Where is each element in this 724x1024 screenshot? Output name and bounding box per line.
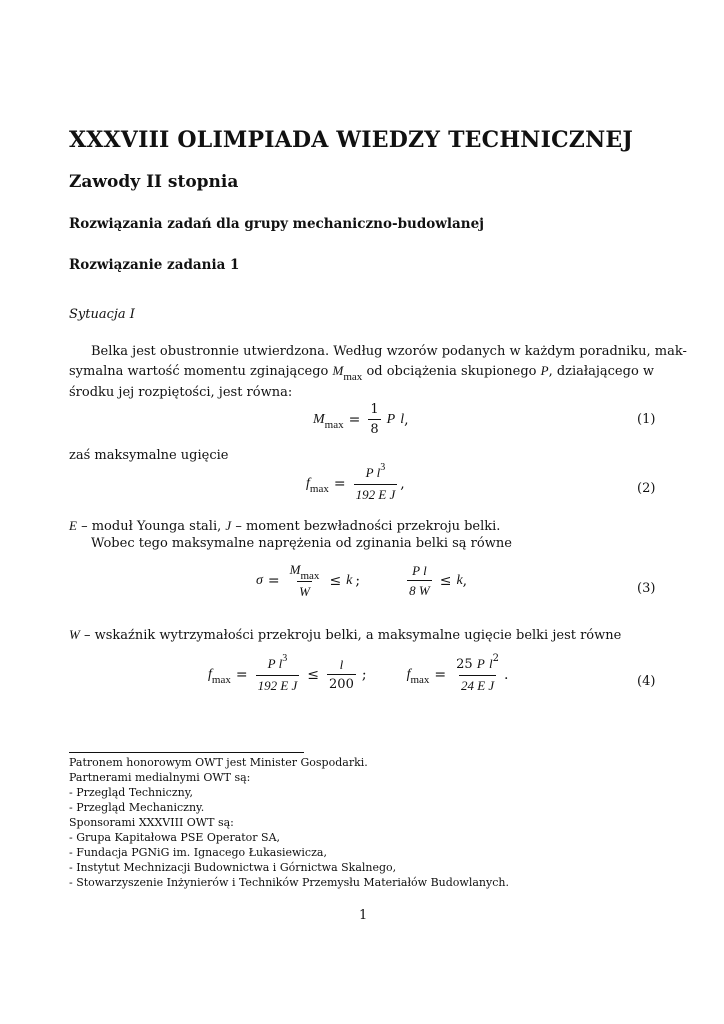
footnote-line: Patronem honorowym OWT jest Minister Gospodarki. xyxy=(69,756,368,769)
fraction: $\frac{\text{P l}}{8 W}$ xyxy=(409,563,430,598)
fraction: $\frac{P l^3}{\text{192 E J}}$ xyxy=(257,653,298,693)
equation-number-2: (2) xyxy=(637,481,656,496)
paragraph-5: W – wskaźnik wytrzymałości przekroju belki, a maksymalne ugięcie belki jest równe xyxy=(69,627,622,643)
equation-number-4: (4) xyxy=(637,674,656,689)
paragraph-3: E – moduł Younga stali, J – moment bezwładności przekroju belki. xyxy=(69,518,501,534)
paragraph-1-line-2: symalna wartość momentu zginającego $M_{max}$ od obciążenia skupionego P, działającego w xyxy=(69,363,655,383)
footnote-line: - Stowarzyszenie Inżynierów i Techników Przemysłu Materiałów Budowlanych. xyxy=(69,876,509,889)
footnote-line: - Fundacja PGNiG im. Ignacego Łukasiewicza, xyxy=(69,846,327,859)
equation-number-1: (1) xyxy=(637,412,656,427)
fraction: $\frac{25 P l^2}{\text{24 E J}}$ xyxy=(456,653,499,693)
equation-2: $f_{max}$ = $\frac{P l^3}{\text{192 E J}}$ , xyxy=(306,462,405,502)
footnote-line: - Przegląd Mechaniczny. xyxy=(69,801,205,814)
paragraph-2: zaś maksymalne ugięcie xyxy=(69,448,229,463)
task-heading: Rozwiązanie zadania 1 xyxy=(69,257,240,273)
footnote-rule xyxy=(69,752,304,753)
footnote-line: Partnerami medialnymi OWT są: xyxy=(69,771,251,784)
footnote-line: - Instytut Mechnizacji Budownictwa i Górnictwa Skalnego, xyxy=(69,861,397,874)
fraction: $\frac{P l^3}{\text{192 E J}}$ xyxy=(355,462,396,502)
equation-4: $f_{max}$ = $\frac{P l^3}{\text{192 E J}}$ ≤ $\frac{l}{200}$ ; $f_{max}$ = $\frac{25 P l^2}{\text{24 E J}}$ . xyxy=(208,653,509,693)
footnote-line: - Grupa Kapitałowa PSE Operator SA, xyxy=(69,831,281,844)
fraction: $\frac{M_{max}}{W}$ xyxy=(289,562,320,599)
equation-1: $M_{max}$ = $\frac{1}{8}$ P l , xyxy=(313,402,409,437)
section-heading: Rozwiązania zadań dla grupy mechaniczno-budowlanej xyxy=(69,216,485,232)
document-title: XXXVIII OLIMPIADA WIEDZY TECHNICZNEJ xyxy=(69,127,633,153)
paragraph-1-line-1: Belka jest obustronnie utwierdzona. Według wzorów podanych w każdym poradniku, mak- xyxy=(91,344,687,359)
page-number: 1 xyxy=(359,908,368,923)
situation-heading: Sytuacja I xyxy=(69,307,135,322)
fraction: $\frac{l}{200}$ xyxy=(329,657,354,692)
footnote-line: Sponsorami XXXVIII OWT są: xyxy=(69,816,234,829)
footnote-line: - Przegląd Techniczny, xyxy=(69,786,193,799)
equation-number-3: (3) xyxy=(637,581,656,596)
paragraph-1-line-3: środku jej rozpiętości, jest równa: xyxy=(69,385,293,400)
document-subtitle: Zawody II stopnia xyxy=(69,172,239,192)
paragraph-4: Wobec tego maksymalne naprężenia od zginania belki są równe xyxy=(91,536,512,551)
equation-3: σ = $\frac{M_{max}}{W}$ ≤ k ; $\frac{\text{P l}}{8 W}$ ≤ k , xyxy=(256,562,468,599)
fraction: $\frac{1}{8}$ xyxy=(370,402,379,437)
